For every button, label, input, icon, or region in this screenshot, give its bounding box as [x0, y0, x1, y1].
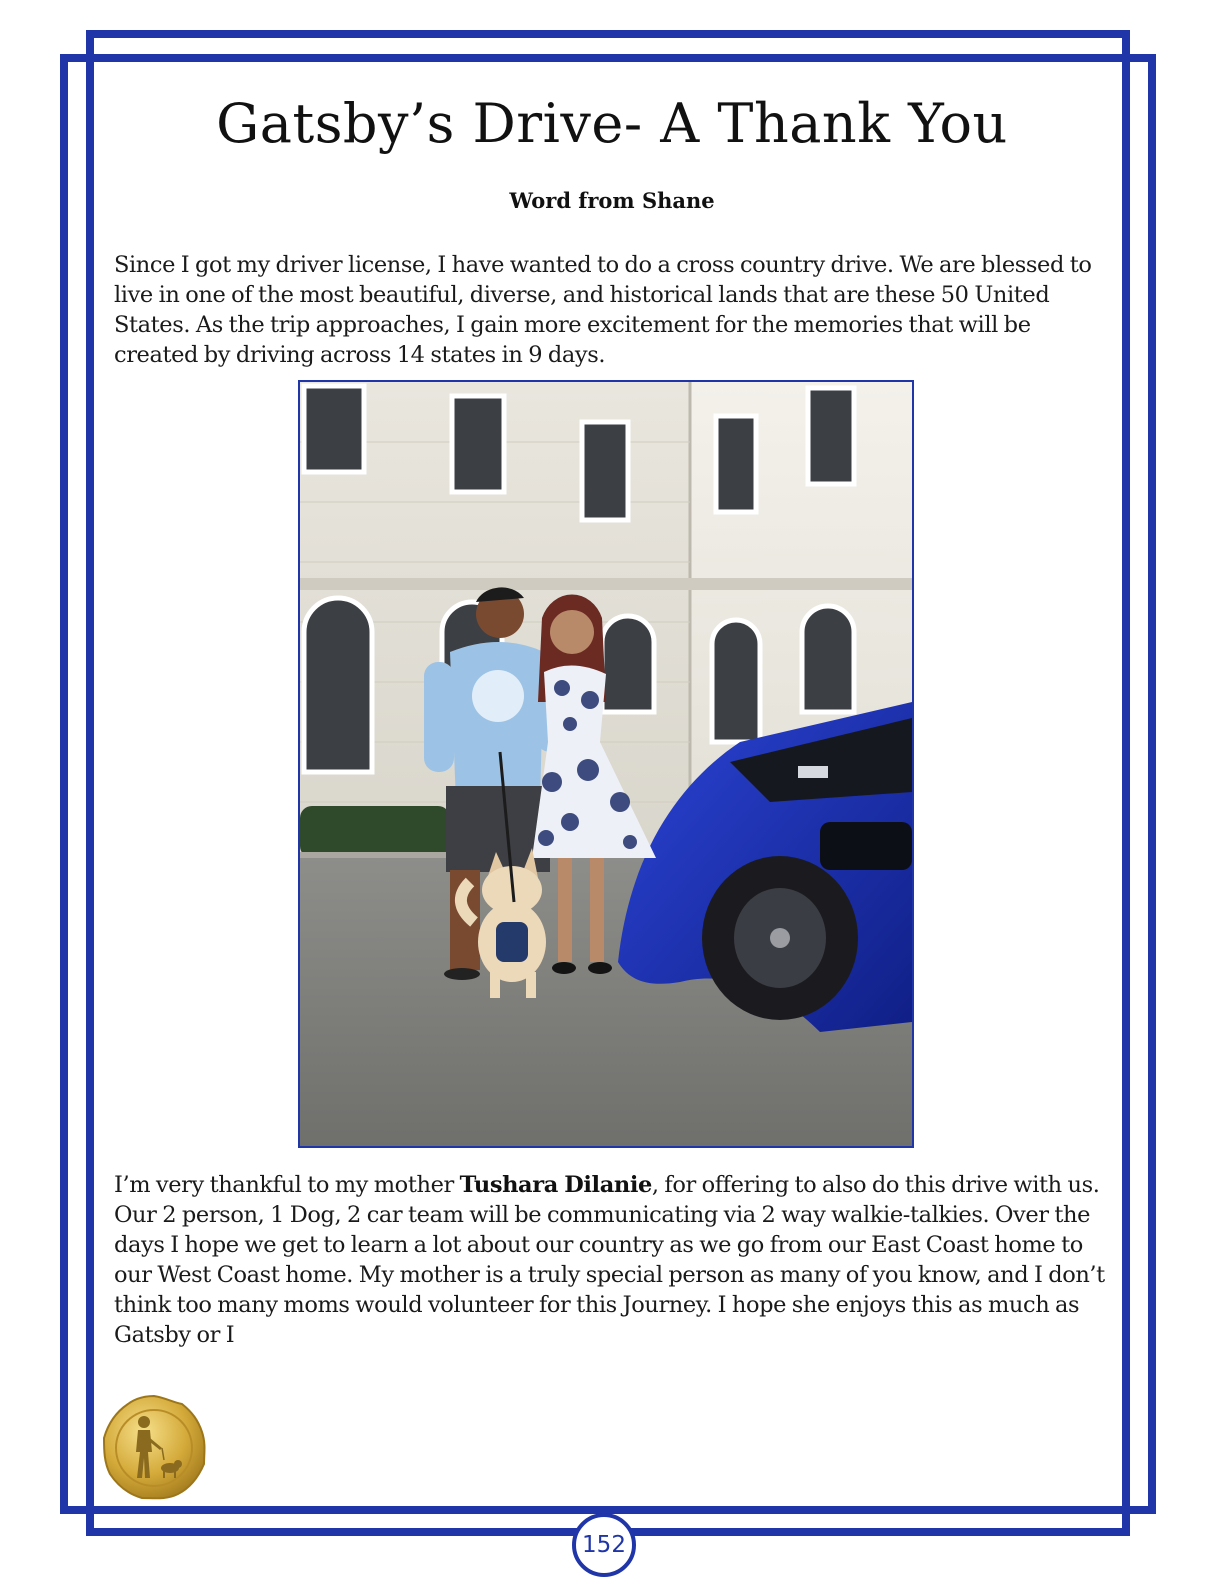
- thanks-text-start: I’m very thankful to my mother: [114, 1172, 460, 1198]
- thanks-text-end: , for offering to also do this drive with us. Our 2 person, 1 Dog, 2 car team will be communicating via 2 way walkie-talkies. Over the days I hope we get to learn a lot about our country as we go from our East Coast home to our West Coast home. My mother is a truly special person as many of you know, and I don’t think too many moms would volunteer for this Journey. I hope she enjoys this as much as Gatsby or I: [114, 1172, 1105, 1348]
- hedge: [300, 806, 450, 858]
- family-photo: [298, 380, 914, 1148]
- intro-paragraph: Since I got my driver license, I have wanted to do a cross country drive. We are blessed to live in one of the most beautiful, diverse, and historical lands that are these 50 United States. As the trip approaches, I gain more excitement for the memories that will be created by driving across 14 states in 9 days.: [114, 252, 1092, 368]
- page-number-badge: [572, 1513, 636, 1577]
- thanks-paragraph: [114, 1170, 1114, 1350]
- page-number: 152: [582, 1532, 626, 1558]
- page-title: Gatsby’s Drive- A Thank You: [216, 92, 1008, 155]
- gold-seal-icon: [100, 1394, 208, 1502]
- mother-name: Tushara Dilanie: [459, 1172, 652, 1198]
- section-subtitle: Word from Shane: [509, 188, 715, 213]
